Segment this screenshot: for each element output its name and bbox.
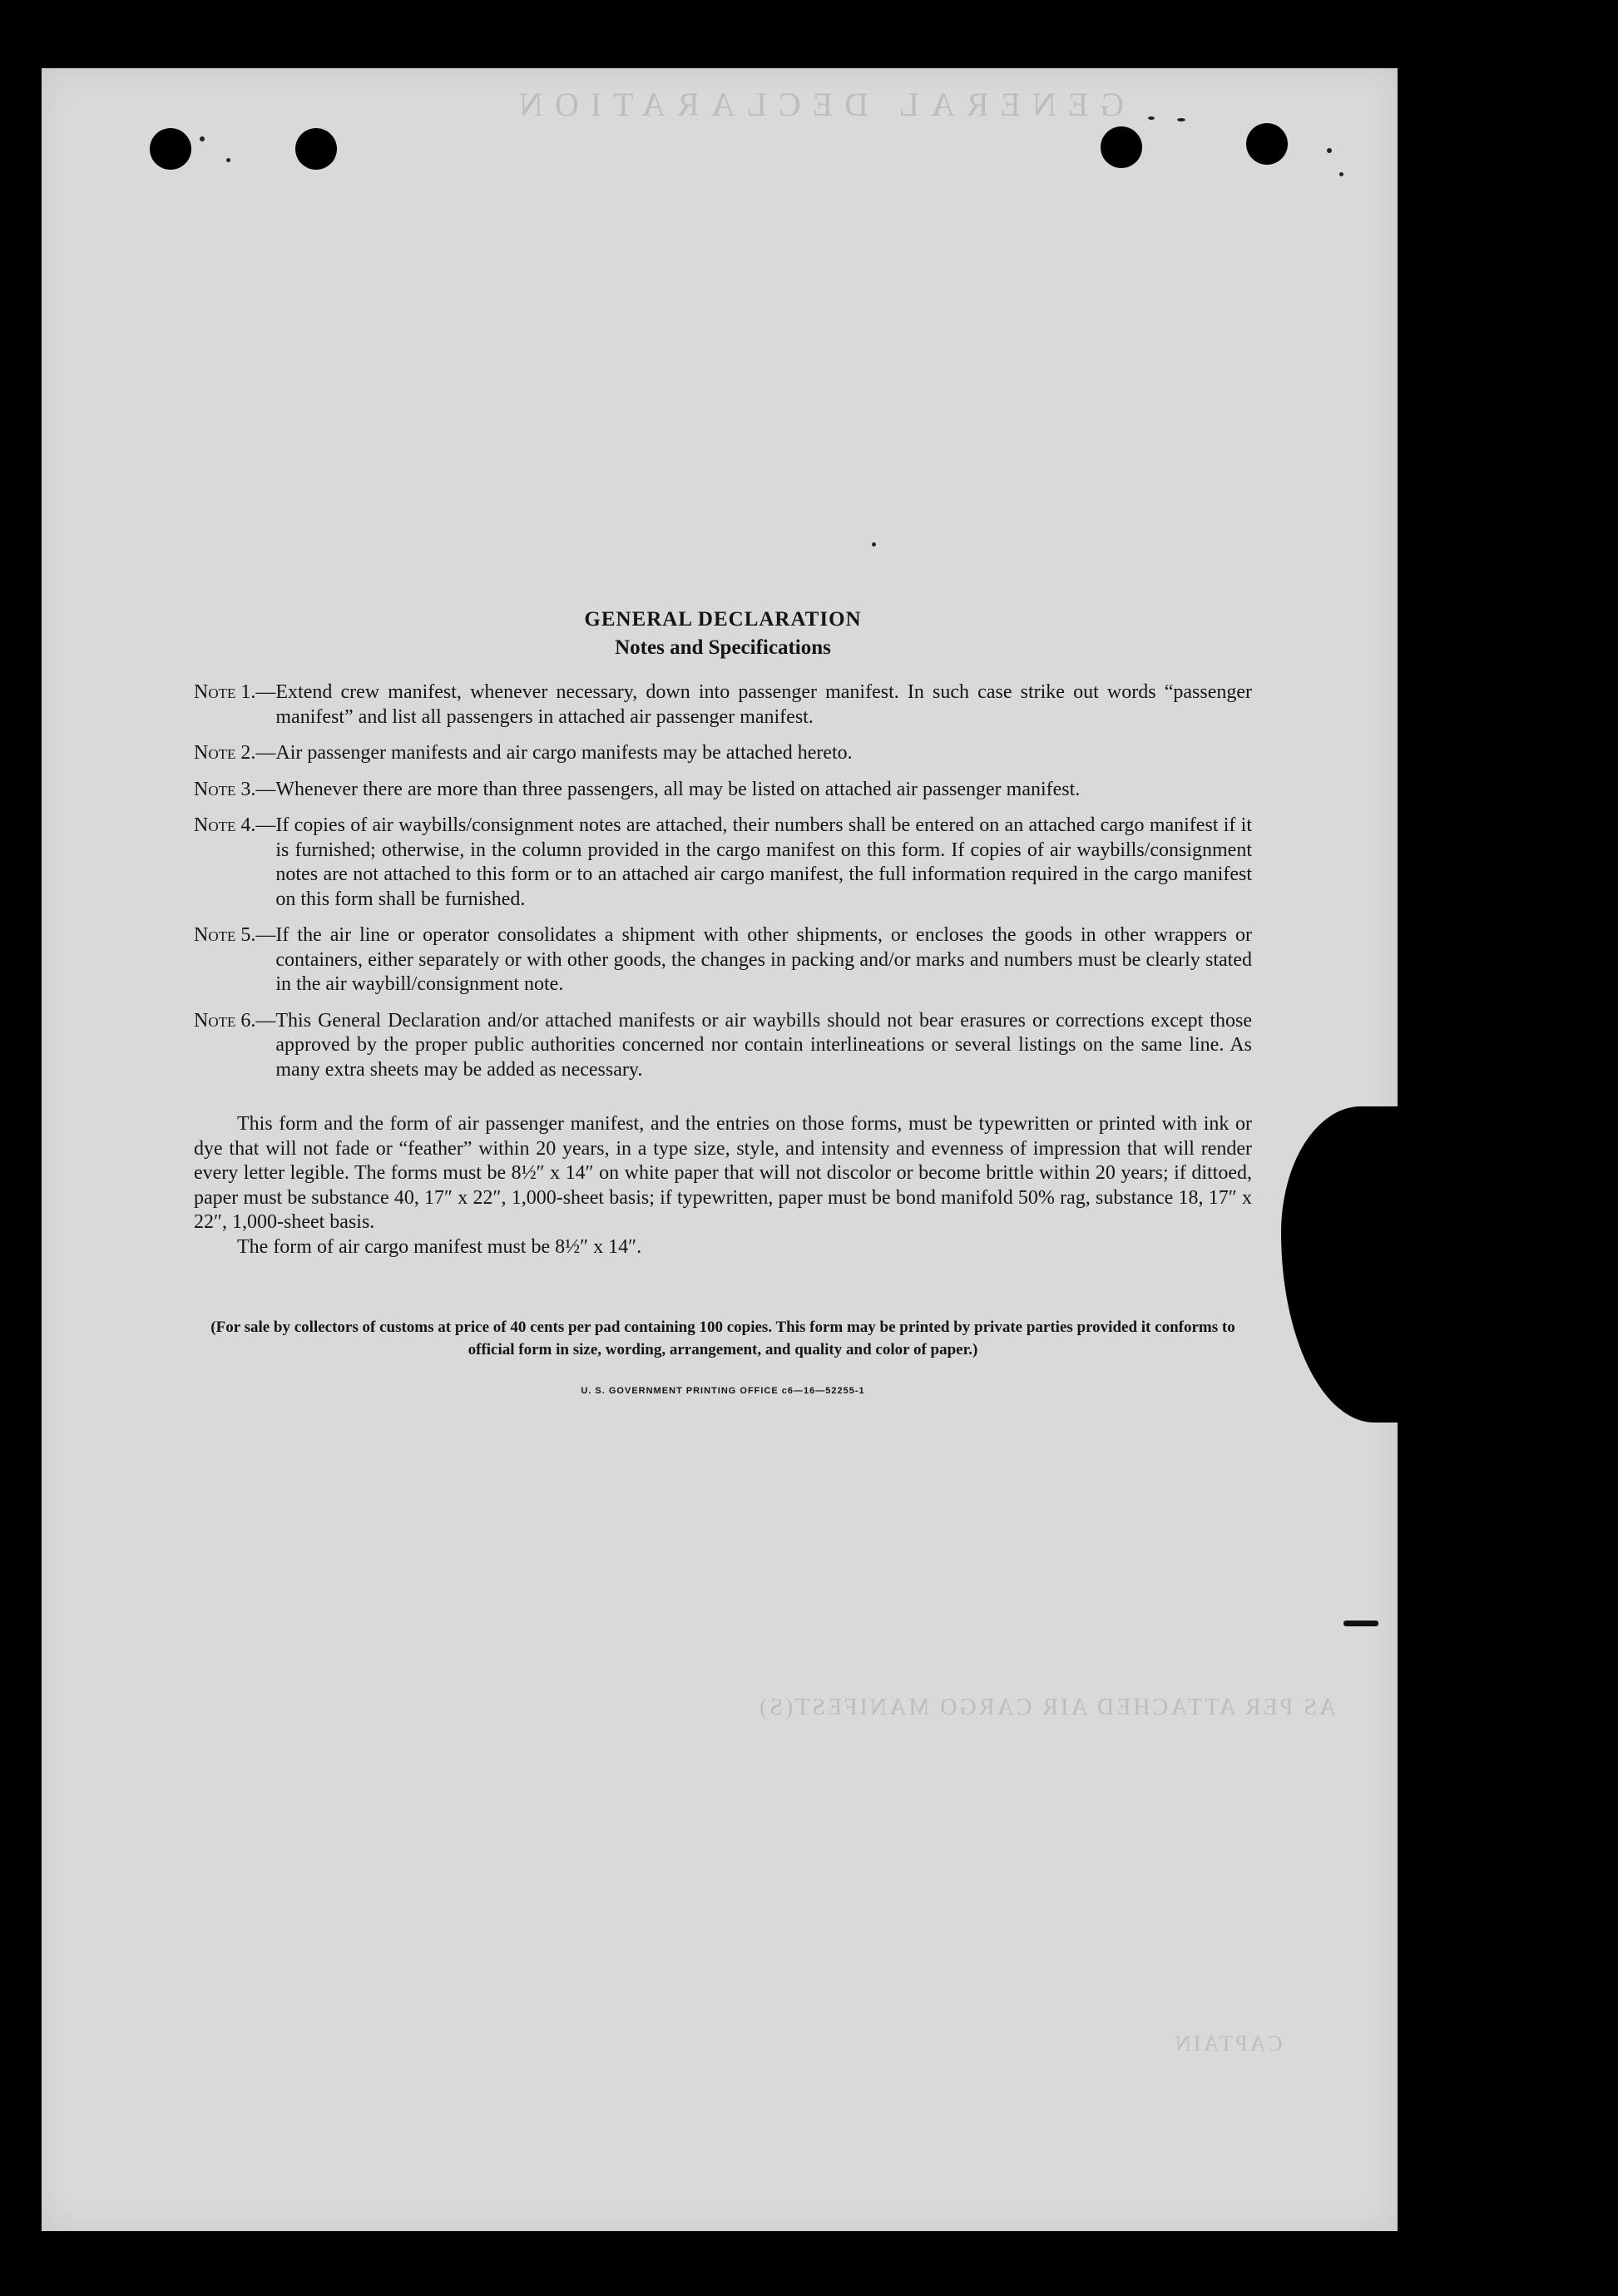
sale-notice: (For sale by collectors of customs at price of 40 cents per pad containing 100 copies. This form may be printed by private parties provided it conforms to official form in size, wording, arrangement, and quality and color of paper.) (210, 1319, 1235, 1358)
edge-mark (1343, 1621, 1378, 1626)
bleed-through-header: GENERAL DECLARATION (507, 86, 1125, 123)
note-3 (194, 778, 1252, 803)
note-4 (194, 814, 1252, 912)
note-6 (194, 1009, 1252, 1083)
bleed-through-footer: AS PER ATTACHED AIR CARGO MANIFEST(S) (757, 1695, 1337, 1720)
speck (1339, 172, 1343, 176)
note-label: Note 1.— (194, 681, 276, 703)
speck (226, 158, 230, 162)
speck (1327, 148, 1332, 153)
note-text: If copies of air waybills/consignment notes are attached, their numbers shall be entered on an attached cargo manifest if it is furnished; otherwise, in the column provided in the cargo manifest on this form. If copies of air waybills/consignment notes are not attached to this form or to an attached air cargo manifest, the full information required in the cargo manifest on this form shall be furnished. (275, 814, 1252, 910)
note-label: Note 4.— (194, 814, 276, 836)
cargo-manifest-size-line: The form of air cargo manifest must be 8½″ x 14″. (237, 1235, 642, 1258)
note-label: Note 6.— (194, 1009, 276, 1032)
note-label: Note 2.— (194, 742, 276, 764)
note-text: Extend crew manifest, whenever necessary, down into passenger manifest. In such case strike out words “passenger manifest” and list all passengers in attached air passenger manifest. (275, 681, 1252, 728)
speck (872, 542, 876, 547)
printing-office-line: U. S. GOVERNMENT PRINTING OFFICE c6—16—52255-1 (581, 1386, 865, 1396)
form-specifications-paragraph: This form and the form of air passenger manifest, and the entries on those forms, must be typewritten or printed with ink or dye that will not fade or “feather” within 20 years, in a type size, style, and intensity and evenness of impression that will render every letter legible. The forms must be 8½″ x 14″ on white paper that will not discolor or become brittle within 20 years; if dittoed, paper must be substance 40, 17″ x 22″, 1,000-sheet basis; if typewritten, paper must be bond manifold 50% rag, substance 18, 17″ x 22″, 1,000-sheet basis. (194, 1113, 1252, 1233)
punch-hole-2 (295, 128, 337, 170)
note-text: Whenever there are more than three passengers, all may be listed on attached air passenger manifest. (275, 778, 1081, 800)
punch-hole-4 (1246, 123, 1288, 165)
document-subtitle: Notes and Specifications (615, 636, 831, 659)
note-2 (194, 741, 1252, 766)
document-title: GENERAL DECLARATION (584, 608, 862, 631)
note-1 (194, 680, 1252, 730)
note-5 (194, 923, 1252, 997)
punch-hole-1 (150, 128, 191, 170)
bleed-through-signature: CAPTAIN (1173, 2031, 1283, 2056)
speck (1177, 118, 1185, 121)
note-text: Air passenger manifests and air cargo manifests may be attached hereto. (275, 742, 853, 764)
speck (1148, 116, 1155, 120)
note-label: Note 3.— (194, 778, 276, 800)
notes-content (194, 606, 1252, 1396)
note-label: Note 5.— (194, 924, 276, 946)
note-text: This General Declaration and/or attached manifests or air waybills should not bear erasures or corrections except those approved by the proper public authorities concerned nor contain interlineations or several listings on the same line. As many extra sheets may be added as necessary. (275, 1009, 1252, 1081)
speck (200, 136, 205, 141)
note-text: If the air line or operator consolidates a shipment with other shipments, or encloses the goods in other wrappers or containers, either separately or with other goods, the changes in packing and/or marks and numbers must be clearly stated in the air waybill/consignment note. (275, 924, 1252, 995)
punch-hole-3 (1101, 126, 1142, 168)
